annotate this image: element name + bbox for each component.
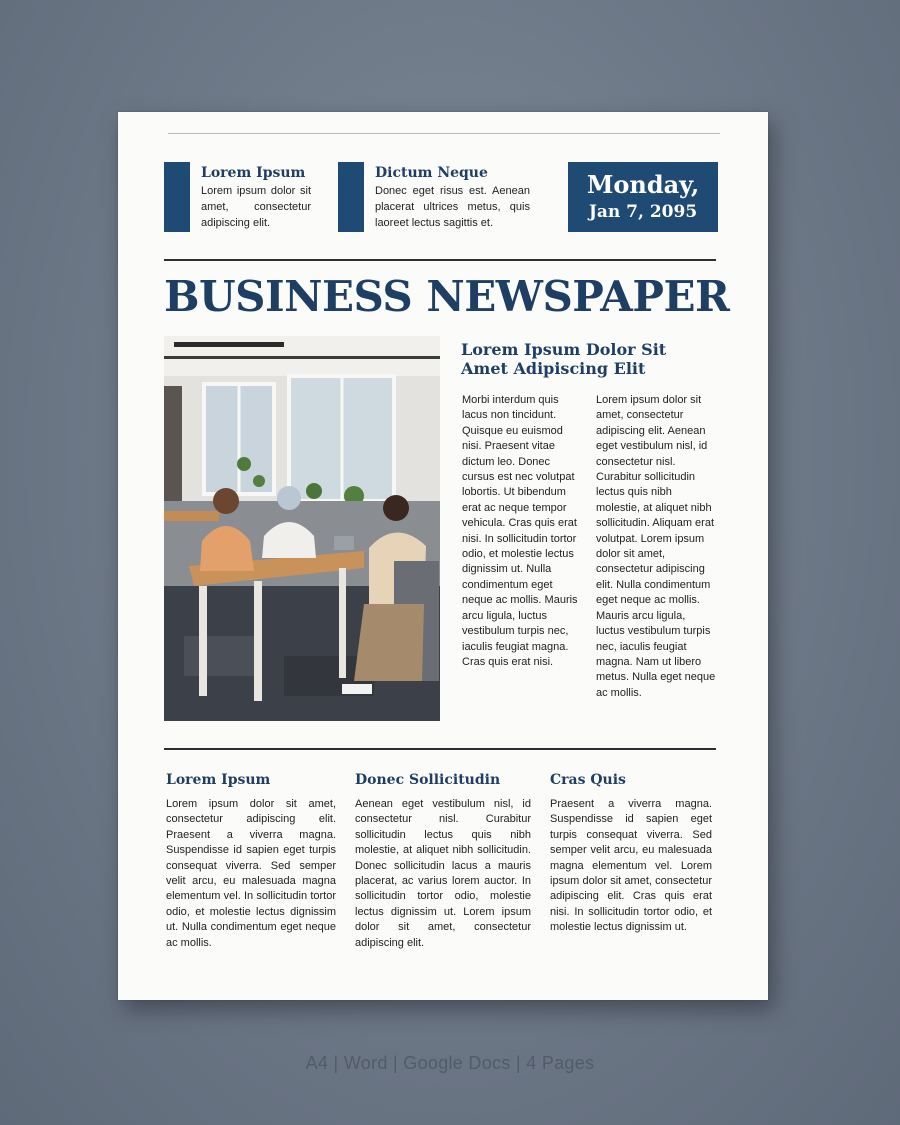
header-teaser-2 <box>338 162 538 232</box>
article-body: Lorem ipsum dolor sit amet, consectetur adipiscing elit. Praesent a viverra magna. Suspendisse id sapien eget turpis consequat viverra. Sed semper velit arcu, eu malesuada magna elementum vel. In sollicitudin tortor odio, et molestie lectus dignissim ut. Nulla condimentum eget neque ac mollis. <box>166 798 336 949</box>
teaser-title: Lorem Ipsum <box>201 165 306 181</box>
masthead-title: BUSINESS NEWSPAPER <box>164 272 730 321</box>
date-day: Monday, <box>586 170 700 199</box>
top-rule <box>168 133 720 134</box>
bottom-article-1 <box>166 772 336 951</box>
article-title: Lorem Ipsum <box>166 772 271 788</box>
section-rule <box>164 748 716 750</box>
masthead-rule <box>164 259 716 261</box>
teaser-accent-bar <box>164 162 190 232</box>
article-title: Donec Sollicitudin <box>355 772 501 788</box>
teaser-title: Dictum Neque <box>375 165 488 181</box>
teaser-body: Donec eget risus est. Aenean placerat ultrices metus, quis laoreet lectus sagittis et. <box>375 185 530 229</box>
article-body: Praesent a viverra magna. Suspendisse id sapien eget turpis consequat viverra. Sed semper velit arcu, eu malesuada magna elementum vel. Lorem ipsum dolor sit amet, consectetur adipiscing elit. Cras quis erat nisi. In sollicitudin tortor odio, et molestie lectus dignissim ut. <box>550 798 712 934</box>
feature-column-1: Morbi interdum quis lacus non tincidunt. Quisque eu euismod nisi. Praesent vitae dictum leo. Donec cursus est nec volutpat lobortis. Ut bibendum erat ac neque tempor vehicula. Cras quis erat nisi. In sollicitudin tortor odio, et molestie lectus dignissim ut. Nulla condimentum eget neque ac mollis. Mauris arcu ligula, luctus vestibulum turpis nec, iaculis feugiat magna. Cras quis erat nisi. <box>462 394 578 668</box>
teaser-accent-bar <box>338 162 364 232</box>
article-title: Cras Quis <box>550 772 626 788</box>
bottom-article-2 <box>355 772 531 951</box>
format-caption: A4 | Word | Google Docs | 4 Pages <box>305 1053 595 1073</box>
bottom-article-3 <box>550 772 712 936</box>
date-value: Jan 7, 2095 <box>588 202 698 222</box>
office-meeting-photo <box>164 336 440 721</box>
feature-column-2: Lorem ipsum dolor sit amet, consectetur adipiscing elit. Aenean eget vestibulum nisl, id consectetur nisl. Curabitur sollicitudin lectus quis nibh molestie, at aliquet nibh sollicitudin. Aliquam erat volutpat. Lorem ipsum dolor sit amet, consectetur adipiscing elit. Nulla condimentum eget neque ac mollis. Mauris arcu ligula, luctus vestibulum turpis nec, iaculis feugiat magna. Nam ut libero metus. Nulla eget neque ac mollis. <box>596 394 716 699</box>
newspaper-page <box>118 112 768 1000</box>
date-box <box>568 162 718 232</box>
feature-title: Lorem Ipsum Dolor Sit Amet Adipiscing Elit <box>461 340 667 378</box>
teaser-body: Lorem ipsum dolor sit amet, consectetur adipiscing elit. <box>201 185 311 229</box>
header-teaser-1 <box>164 162 314 232</box>
article-body: Aenean eget vestibulum nisl, id consectetur nisl. Curabitur sollicitudin lectus quis nibh molestie, at aliquet nibh sollicitudin. Donec sollicitudin lacus a mauris placerat, ac varius lorem auctor. In sollicitudin tortor odio, molestie lectus dignissim ut. Lorem ipsum dolor sit amet, consectetur adipiscing elit. <box>355 798 531 949</box>
